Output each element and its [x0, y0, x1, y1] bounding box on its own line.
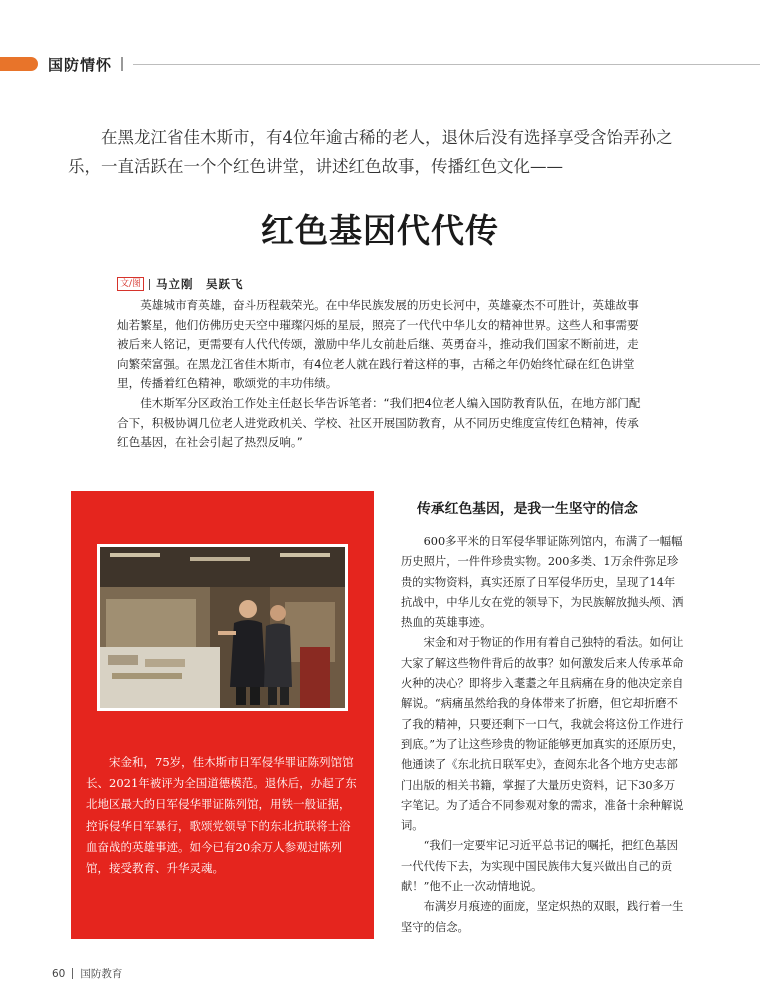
- byline: [117, 276, 244, 292]
- body-paragraph: “我们一定要牢记习近平总书记的嘱托，把红色基因一代代传下去，为实现中国民族伟大复兴做出自己的贡献！”他不止一次动情地说。: [401, 839, 678, 894]
- museum-visit-photo-icon: [100, 547, 345, 708]
- byline-divider: [149, 279, 150, 290]
- byline-tag: 文/图: [117, 277, 144, 291]
- section-marker-bar: [0, 57, 38, 71]
- page-footer: [52, 966, 122, 981]
- photo-caption: 宋金和，75岁，佳木斯市日军侵华罪证陈列馆馆长、2021年被评为全国道德模范。退休后，办起了东北地区最大的日军侵华罪证陈列馆，用铁一般证据，控诉侵华日军暴行，歌颂党领导下的东北抗联将士浴血奋战的英雄事迹。如今已有20余万人参观过陈列馆，接受教育、升华灵魂。: [86, 755, 357, 876]
- footer-divider: [72, 968, 73, 979]
- body-paragraph: 600多平米的日军侵华罪证陈列馆内，布满了一幅幅历史照片，一件件珍贵实物。200多类、1万余件弥足珍贵的实物资料，真实还原了日军侵华历史，呈现了14年抗战中，中华儿女在党的领导下，为民族解放抛头颅、洒热血的英雄事迹。: [401, 535, 684, 630]
- lead-paragraph: 英雄城市育英雄，奋斗历程载荣光。在中华民族发展的历史长河中，英雄豪杰不可胜计，英雄故事灿若繁星，他们仿佛历史天空中璀璨闪烁的星辰，照亮了一代代中华儿女的精神世界。这些人和事需要被后来人铭记，更需要有人代代传颂，激励中华儿女前赴后继、英勇奋斗，推动我们国家不断前进，走向繁荣富强。在黑龙江省佳木斯市，有4位老人就在践行着这样的事，古稀之年仍始终忙碌在红色讲堂里，传播着红色精神，歌颂党的丰功伟绩。: [117, 298, 639, 391]
- publication-name: 国防教育: [80, 968, 123, 980]
- article-title: 红色基因代代传: [261, 211, 499, 250]
- intro-paragraph: 在黑龙江省佳木斯市，有4位年逾古稀的老人，退休后没有选择享受含饴弄孙之乐，一直活跃在一个个红色讲堂，讲述红色故事，传播红色文化——: [68, 128, 673, 176]
- section-body: [401, 532, 685, 938]
- lead-text: [117, 296, 643, 453]
- section-heading: 传承红色基因，是我一生坚守的信念: [417, 501, 638, 517]
- section-label: 国防情怀: [48, 56, 113, 74]
- museum-photo: [97, 544, 348, 711]
- header-rule: [133, 64, 760, 65]
- lead-paragraph: 佳木斯军分区政治工作处主任赵长华告诉笔者：“我们把4位老人编入国防教育队伍，在地方部门配合下，积极协调几位老人进党政机关、学校、社区开展国防教育，从不同历史维度宣传红色精神，传承红色基因，在社会引起了热烈反响。”: [117, 395, 641, 450]
- body-paragraph: 布满岁月痕迹的面庞，坚定炽热的双眼，践行着一生坚守的信念。: [401, 900, 684, 934]
- header-divider: [121, 57, 123, 71]
- page-number: 60: [52, 967, 66, 980]
- body-paragraph: 宋金和对于物证的作用有着自己独特的看法。如何让大家了解这些物件背后的故事？如何激发后来人传承革命火种的决心？即将步入耄耋之年且病痛在身的他决定亲自解说。“病痛虽然给我的身体带来了折磨，但它却折磨不了我的精神，只要还剩下一口气，我就会将这份工作进行到底。”为了让这些珍贵的物证能够更加真实的还原历史，他通读了《东北抗日联军史》，查阅东北各个地方史志部门出版的相关书籍，掌握了大量历史资料，记下30多万字笔记。为了适合不同参观对象的需求，准备十余种解说词。: [401, 636, 684, 833]
- byline-authors: 马立刚 吴跃飞: [156, 277, 244, 291]
